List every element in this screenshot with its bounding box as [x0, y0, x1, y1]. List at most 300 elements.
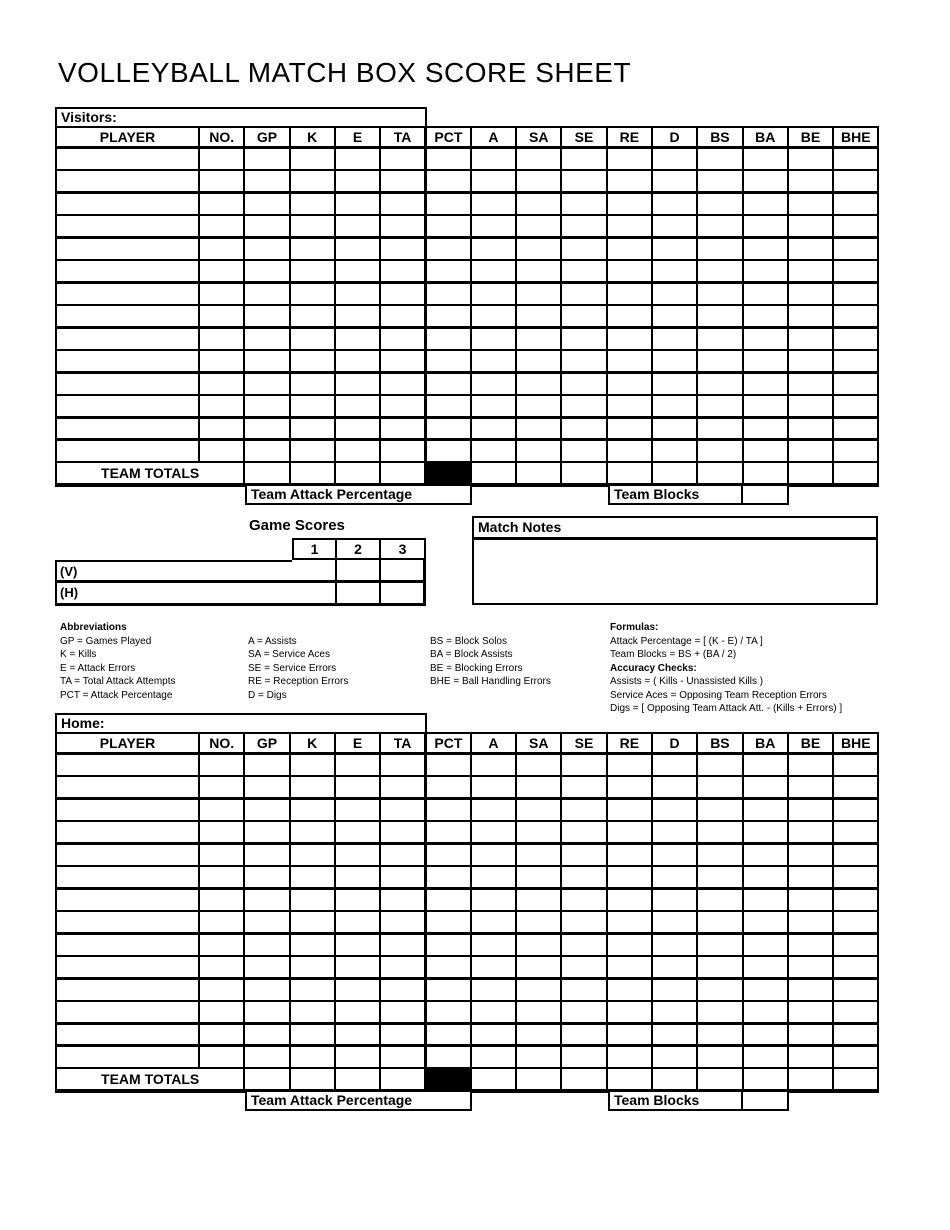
stat-cell-bs[interactable]	[697, 282, 742, 305]
stat-cell-bs[interactable]	[697, 237, 742, 260]
visitor-game3-score-cell[interactable]	[381, 560, 426, 583]
player-name-cell[interactable]	[56, 1023, 199, 1046]
stat-cell-gp[interactable]	[244, 978, 289, 1001]
stat-cell-bs[interactable]	[697, 170, 742, 193]
stat-cell-ba[interactable]	[743, 417, 788, 440]
stat-cell-bhe[interactable]	[833, 237, 878, 260]
stat-cell-ta[interactable]	[380, 866, 425, 889]
totals-cell-a[interactable]	[471, 462, 516, 485]
stat-cell-bs[interactable]	[697, 147, 742, 170]
stat-cell-ta[interactable]	[380, 395, 425, 418]
totals-cell-e[interactable]	[335, 1068, 380, 1091]
stat-cell-pct[interactable]	[425, 350, 470, 373]
stat-cell-pct[interactable]	[425, 395, 470, 418]
stat-cell-be[interactable]	[788, 215, 833, 238]
player-name-cell[interactable]	[56, 1001, 199, 1024]
stat-cell-e[interactable]	[335, 282, 380, 305]
stat-cell-pct[interactable]	[425, 1023, 470, 1046]
stat-cell-a[interactable]	[471, 821, 516, 844]
stat-cell-bs[interactable]	[697, 776, 742, 799]
visitors-team-blocks-value[interactable]	[741, 484, 789, 505]
stat-cell-pct[interactable]	[425, 147, 470, 170]
stat-cell-a[interactable]	[471, 260, 516, 283]
stat-cell-no[interactable]	[199, 1023, 244, 1046]
stat-cell-e[interactable]	[335, 798, 380, 821]
stat-cell-k[interactable]	[290, 192, 335, 215]
stat-cell-gp[interactable]	[244, 1046, 289, 1069]
stat-cell-d[interactable]	[652, 911, 697, 934]
totals-cell-se[interactable]	[561, 1068, 606, 1091]
stat-cell-se[interactable]	[561, 170, 606, 193]
totals-cell-ta[interactable]	[380, 462, 425, 485]
stat-cell-bs[interactable]	[697, 843, 742, 866]
stat-cell-gp[interactable]	[244, 821, 289, 844]
stat-cell-a[interactable]	[471, 305, 516, 328]
stat-cell-sa[interactable]	[516, 350, 561, 373]
stat-cell-d[interactable]	[652, 260, 697, 283]
player-name-cell[interactable]	[56, 888, 199, 911]
stat-cell-sa[interactable]	[516, 192, 561, 215]
stat-cell-se[interactable]	[561, 147, 606, 170]
stat-cell-ba[interactable]	[743, 215, 788, 238]
stat-cell-d[interactable]	[652, 327, 697, 350]
stat-cell-e[interactable]	[335, 260, 380, 283]
stat-cell-bs[interactable]	[697, 821, 742, 844]
stat-cell-pct[interactable]	[425, 237, 470, 260]
stat-cell-pct[interactable]	[425, 260, 470, 283]
stat-cell-ta[interactable]	[380, 147, 425, 170]
stat-cell-ba[interactable]	[743, 1046, 788, 1069]
stat-cell-no[interactable]	[199, 192, 244, 215]
stat-cell-re[interactable]	[607, 888, 652, 911]
stat-cell-pct[interactable]	[425, 933, 470, 956]
stat-cell-se[interactable]	[561, 237, 606, 260]
stat-cell-bs[interactable]	[697, 933, 742, 956]
stat-cell-no[interactable]	[199, 440, 244, 463]
stat-cell-bhe[interactable]	[833, 417, 878, 440]
stat-cell-ta[interactable]	[380, 1023, 425, 1046]
stat-cell-k[interactable]	[290, 372, 335, 395]
totals-cell-ta[interactable]	[380, 1068, 425, 1091]
stat-cell-se[interactable]	[561, 440, 606, 463]
stat-cell-d[interactable]	[652, 888, 697, 911]
stat-cell-no[interactable]	[199, 933, 244, 956]
stat-cell-e[interactable]	[335, 327, 380, 350]
stat-cell-sa[interactable]	[516, 956, 561, 979]
stat-cell-sa[interactable]	[516, 776, 561, 799]
stat-cell-gp[interactable]	[244, 753, 289, 776]
stat-cell-ta[interactable]	[380, 260, 425, 283]
player-name-cell[interactable]	[56, 933, 199, 956]
stat-cell-be[interactable]	[788, 327, 833, 350]
stat-cell-bhe[interactable]	[833, 192, 878, 215]
stat-cell-ba[interactable]	[743, 147, 788, 170]
stat-cell-bhe[interactable]	[833, 753, 878, 776]
stat-cell-d[interactable]	[652, 933, 697, 956]
stat-cell-bs[interactable]	[697, 372, 742, 395]
stat-cell-no[interactable]	[199, 888, 244, 911]
stat-cell-bhe[interactable]	[833, 395, 878, 418]
visitors-team-name-box[interactable]	[55, 107, 427, 128]
stat-cell-be[interactable]	[788, 888, 833, 911]
stat-cell-k[interactable]	[290, 282, 335, 305]
stat-cell-ba[interactable]	[743, 1023, 788, 1046]
stat-cell-re[interactable]	[607, 372, 652, 395]
stat-cell-e[interactable]	[335, 888, 380, 911]
stat-cell-be[interactable]	[788, 1023, 833, 1046]
stat-cell-e[interactable]	[335, 911, 380, 934]
stat-cell-be[interactable]	[788, 395, 833, 418]
stat-cell-a[interactable]	[471, 1023, 516, 1046]
stat-cell-se[interactable]	[561, 753, 606, 776]
stat-cell-ba[interactable]	[743, 888, 788, 911]
stat-cell-k[interactable]	[290, 866, 335, 889]
stat-cell-bs[interactable]	[697, 440, 742, 463]
stat-cell-bs[interactable]	[697, 192, 742, 215]
stat-cell-bs[interactable]	[697, 911, 742, 934]
home-game1-score-cell[interactable]	[292, 583, 337, 606]
stat-cell-no[interactable]	[199, 147, 244, 170]
stat-cell-ta[interactable]	[380, 933, 425, 956]
stat-cell-e[interactable]	[335, 395, 380, 418]
stat-cell-k[interactable]	[290, 753, 335, 776]
stat-cell-no[interactable]	[199, 327, 244, 350]
stat-cell-re[interactable]	[607, 843, 652, 866]
stat-cell-a[interactable]	[471, 372, 516, 395]
totals-cell-bs[interactable]	[697, 462, 742, 485]
stat-cell-k[interactable]	[290, 170, 335, 193]
stat-cell-a[interactable]	[471, 753, 516, 776]
stat-cell-ba[interactable]	[743, 440, 788, 463]
stat-cell-bs[interactable]	[697, 866, 742, 889]
player-name-cell[interactable]	[56, 215, 199, 238]
stat-cell-be[interactable]	[788, 866, 833, 889]
stat-cell-ta[interactable]	[380, 350, 425, 373]
stat-cell-d[interactable]	[652, 978, 697, 1001]
stat-cell-a[interactable]	[471, 192, 516, 215]
stat-cell-pct[interactable]	[425, 417, 470, 440]
totals-cell-be[interactable]	[788, 462, 833, 485]
stat-cell-e[interactable]	[335, 776, 380, 799]
stat-cell-no[interactable]	[199, 170, 244, 193]
stat-cell-be[interactable]	[788, 350, 833, 373]
stat-cell-a[interactable]	[471, 327, 516, 350]
stat-cell-no[interactable]	[199, 260, 244, 283]
stat-cell-bs[interactable]	[697, 1001, 742, 1024]
stat-cell-sa[interactable]	[516, 372, 561, 395]
totals-cell-k[interactable]	[290, 462, 335, 485]
totals-cell-re[interactable]	[607, 1068, 652, 1091]
stat-cell-k[interactable]	[290, 1001, 335, 1024]
totals-cell-k[interactable]	[290, 1068, 335, 1091]
totals-cell-bhe[interactable]	[833, 462, 878, 485]
stat-cell-re[interactable]	[607, 798, 652, 821]
stat-cell-se[interactable]	[561, 260, 606, 283]
stat-cell-d[interactable]	[652, 1023, 697, 1046]
stat-cell-d[interactable]	[652, 956, 697, 979]
stat-cell-ba[interactable]	[743, 798, 788, 821]
player-name-cell[interactable]	[56, 237, 199, 260]
stat-cell-ba[interactable]	[743, 911, 788, 934]
stat-cell-no[interactable]	[199, 978, 244, 1001]
totals-cell-se[interactable]	[561, 462, 606, 485]
stat-cell-re[interactable]	[607, 305, 652, 328]
player-name-cell[interactable]	[56, 798, 199, 821]
player-name-cell[interactable]	[56, 866, 199, 889]
stat-cell-d[interactable]	[652, 440, 697, 463]
stat-cell-ta[interactable]	[380, 305, 425, 328]
stat-cell-se[interactable]	[561, 798, 606, 821]
visitor-score-row-label[interactable]: (V)	[55, 560, 292, 583]
stat-cell-bhe[interactable]	[833, 215, 878, 238]
stat-cell-a[interactable]	[471, 147, 516, 170]
stat-cell-a[interactable]	[471, 1001, 516, 1024]
stat-cell-e[interactable]	[335, 1023, 380, 1046]
stat-cell-sa[interactable]	[516, 147, 561, 170]
stat-cell-bs[interactable]	[697, 215, 742, 238]
stat-cell-a[interactable]	[471, 866, 516, 889]
stat-cell-sa[interactable]	[516, 911, 561, 934]
stat-cell-gp[interactable]	[244, 237, 289, 260]
stat-cell-be[interactable]	[788, 911, 833, 934]
stat-cell-ta[interactable]	[380, 821, 425, 844]
home-game2-score-cell[interactable]	[337, 583, 381, 606]
stat-cell-gp[interactable]	[244, 260, 289, 283]
stat-cell-k[interactable]	[290, 1023, 335, 1046]
stat-cell-re[interactable]	[607, 260, 652, 283]
stat-cell-ta[interactable]	[380, 192, 425, 215]
stat-cell-sa[interactable]	[516, 798, 561, 821]
totals-cell-be[interactable]	[788, 1068, 833, 1091]
stat-cell-ta[interactable]	[380, 170, 425, 193]
stat-cell-gp[interactable]	[244, 305, 289, 328]
stat-cell-bhe[interactable]	[833, 978, 878, 1001]
stat-cell-ta[interactable]	[380, 282, 425, 305]
stat-cell-no[interactable]	[199, 821, 244, 844]
stat-cell-d[interactable]	[652, 192, 697, 215]
stat-cell-no[interactable]	[199, 1001, 244, 1024]
stat-cell-se[interactable]	[561, 888, 606, 911]
stat-cell-re[interactable]	[607, 215, 652, 238]
totals-cell-d[interactable]	[652, 462, 697, 485]
stat-cell-ta[interactable]	[380, 843, 425, 866]
stat-cell-e[interactable]	[335, 843, 380, 866]
stat-cell-bs[interactable]	[697, 260, 742, 283]
stat-cell-pct[interactable]	[425, 978, 470, 1001]
player-name-cell[interactable]	[56, 170, 199, 193]
stat-cell-gp[interactable]	[244, 282, 289, 305]
stat-cell-d[interactable]	[652, 147, 697, 170]
stat-cell-bhe[interactable]	[833, 1001, 878, 1024]
stat-cell-no[interactable]	[199, 956, 244, 979]
stat-cell-be[interactable]	[788, 1001, 833, 1024]
totals-cell-ba[interactable]	[743, 1068, 788, 1091]
stat-cell-gp[interactable]	[244, 933, 289, 956]
stat-cell-re[interactable]	[607, 933, 652, 956]
stat-cell-a[interactable]	[471, 282, 516, 305]
stat-cell-re[interactable]	[607, 282, 652, 305]
stat-cell-ta[interactable]	[380, 417, 425, 440]
stat-cell-re[interactable]	[607, 237, 652, 260]
stat-cell-bhe[interactable]	[833, 911, 878, 934]
stat-cell-be[interactable]	[788, 978, 833, 1001]
stat-cell-ba[interactable]	[743, 956, 788, 979]
stat-cell-se[interactable]	[561, 395, 606, 418]
stat-cell-ta[interactable]	[380, 1046, 425, 1069]
stat-cell-ta[interactable]	[380, 753, 425, 776]
stat-cell-re[interactable]	[607, 417, 652, 440]
stat-cell-a[interactable]	[471, 395, 516, 418]
stat-cell-no[interactable]	[199, 372, 244, 395]
stat-cell-ta[interactable]	[380, 327, 425, 350]
stat-cell-se[interactable]	[561, 1023, 606, 1046]
stat-cell-be[interactable]	[788, 237, 833, 260]
stat-cell-ba[interactable]	[743, 753, 788, 776]
stat-cell-e[interactable]	[335, 933, 380, 956]
stat-cell-se[interactable]	[561, 978, 606, 1001]
player-name-cell[interactable]	[56, 911, 199, 934]
stat-cell-no[interactable]	[199, 417, 244, 440]
player-name-cell[interactable]	[56, 305, 199, 328]
stat-cell-pct[interactable]	[425, 170, 470, 193]
stat-cell-no[interactable]	[199, 282, 244, 305]
player-name-cell[interactable]	[56, 395, 199, 418]
stat-cell-bhe[interactable]	[833, 440, 878, 463]
stat-cell-bs[interactable]	[697, 888, 742, 911]
stat-cell-sa[interactable]	[516, 866, 561, 889]
stat-cell-d[interactable]	[652, 1046, 697, 1069]
stat-cell-d[interactable]	[652, 305, 697, 328]
stat-cell-sa[interactable]	[516, 440, 561, 463]
stat-cell-d[interactable]	[652, 753, 697, 776]
stat-cell-pct[interactable]	[425, 821, 470, 844]
player-name-cell[interactable]	[56, 753, 199, 776]
stat-cell-ba[interactable]	[743, 821, 788, 844]
stat-cell-be[interactable]	[788, 372, 833, 395]
totals-cell-ba[interactable]	[743, 462, 788, 485]
stat-cell-be[interactable]	[788, 776, 833, 799]
totals-cell-d[interactable]	[652, 1068, 697, 1091]
stat-cell-no[interactable]	[199, 305, 244, 328]
stat-cell-k[interactable]	[290, 417, 335, 440]
stat-cell-se[interactable]	[561, 776, 606, 799]
stat-cell-bs[interactable]	[697, 956, 742, 979]
stat-cell-gp[interactable]	[244, 1001, 289, 1024]
stat-cell-pct[interactable]	[425, 327, 470, 350]
stat-cell-gp[interactable]	[244, 215, 289, 238]
stat-cell-d[interactable]	[652, 215, 697, 238]
stat-cell-ta[interactable]	[380, 978, 425, 1001]
stat-cell-sa[interactable]	[516, 1046, 561, 1069]
stat-cell-a[interactable]	[471, 888, 516, 911]
stat-cell-gp[interactable]	[244, 440, 289, 463]
stat-cell-bhe[interactable]	[833, 260, 878, 283]
match-notes-content[interactable]	[474, 540, 876, 608]
stat-cell-gp[interactable]	[244, 888, 289, 911]
stat-cell-a[interactable]	[471, 170, 516, 193]
stat-cell-a[interactable]	[471, 911, 516, 934]
stat-cell-sa[interactable]	[516, 933, 561, 956]
stat-cell-e[interactable]	[335, 417, 380, 440]
stat-cell-a[interactable]	[471, 440, 516, 463]
player-name-cell[interactable]	[56, 147, 199, 170]
stat-cell-e[interactable]	[335, 147, 380, 170]
stat-cell-k[interactable]	[290, 1046, 335, 1069]
stat-cell-gp[interactable]	[244, 866, 289, 889]
stat-cell-pct[interactable]	[425, 215, 470, 238]
stat-cell-se[interactable]	[561, 821, 606, 844]
stat-cell-se[interactable]	[561, 282, 606, 305]
stat-cell-be[interactable]	[788, 417, 833, 440]
player-name-cell[interactable]	[56, 372, 199, 395]
stat-cell-se[interactable]	[561, 327, 606, 350]
stat-cell-bhe[interactable]	[833, 798, 878, 821]
stat-cell-a[interactable]	[471, 776, 516, 799]
stat-cell-ta[interactable]	[380, 956, 425, 979]
stat-cell-e[interactable]	[335, 753, 380, 776]
stat-cell-sa[interactable]	[516, 1023, 561, 1046]
stat-cell-a[interactable]	[471, 350, 516, 373]
stat-cell-se[interactable]	[561, 956, 606, 979]
stat-cell-bs[interactable]	[697, 1046, 742, 1069]
stat-cell-ta[interactable]	[380, 372, 425, 395]
stat-cell-sa[interactable]	[516, 215, 561, 238]
home-team-name-box[interactable]	[55, 713, 427, 734]
stat-cell-pct[interactable]	[425, 1001, 470, 1024]
stat-cell-e[interactable]	[335, 372, 380, 395]
stat-cell-ba[interactable]	[743, 170, 788, 193]
stat-cell-re[interactable]	[607, 170, 652, 193]
stat-cell-re[interactable]	[607, 956, 652, 979]
stat-cell-no[interactable]	[199, 776, 244, 799]
stat-cell-d[interactable]	[652, 1001, 697, 1024]
stat-cell-se[interactable]	[561, 417, 606, 440]
stat-cell-bhe[interactable]	[833, 1046, 878, 1069]
stat-cell-gp[interactable]	[244, 798, 289, 821]
stat-cell-ba[interactable]	[743, 866, 788, 889]
stat-cell-pct[interactable]	[425, 776, 470, 799]
player-name-cell[interactable]	[56, 956, 199, 979]
stat-cell-pct[interactable]	[425, 911, 470, 934]
stat-cell-re[interactable]	[607, 866, 652, 889]
stat-cell-be[interactable]	[788, 798, 833, 821]
stat-cell-sa[interactable]	[516, 395, 561, 418]
stat-cell-bs[interactable]	[697, 417, 742, 440]
stat-cell-ta[interactable]	[380, 237, 425, 260]
player-name-cell[interactable]	[56, 260, 199, 283]
stat-cell-d[interactable]	[652, 821, 697, 844]
stat-cell-d[interactable]	[652, 282, 697, 305]
stat-cell-bs[interactable]	[697, 978, 742, 1001]
player-name-cell[interactable]	[56, 327, 199, 350]
stat-cell-be[interactable]	[788, 843, 833, 866]
stat-cell-ba[interactable]	[743, 776, 788, 799]
stat-cell-se[interactable]	[561, 1046, 606, 1069]
stat-cell-e[interactable]	[335, 866, 380, 889]
stat-cell-gp[interactable]	[244, 843, 289, 866]
stat-cell-gp[interactable]	[244, 1023, 289, 1046]
stat-cell-d[interactable]	[652, 417, 697, 440]
player-name-cell[interactable]	[56, 776, 199, 799]
stat-cell-sa[interactable]	[516, 753, 561, 776]
stat-cell-pct[interactable]	[425, 866, 470, 889]
stat-cell-be[interactable]	[788, 821, 833, 844]
stat-cell-bhe[interactable]	[833, 776, 878, 799]
stat-cell-pct[interactable]	[425, 753, 470, 776]
stat-cell-re[interactable]	[607, 327, 652, 350]
player-name-cell[interactable]	[56, 440, 199, 463]
stat-cell-sa[interactable]	[516, 417, 561, 440]
